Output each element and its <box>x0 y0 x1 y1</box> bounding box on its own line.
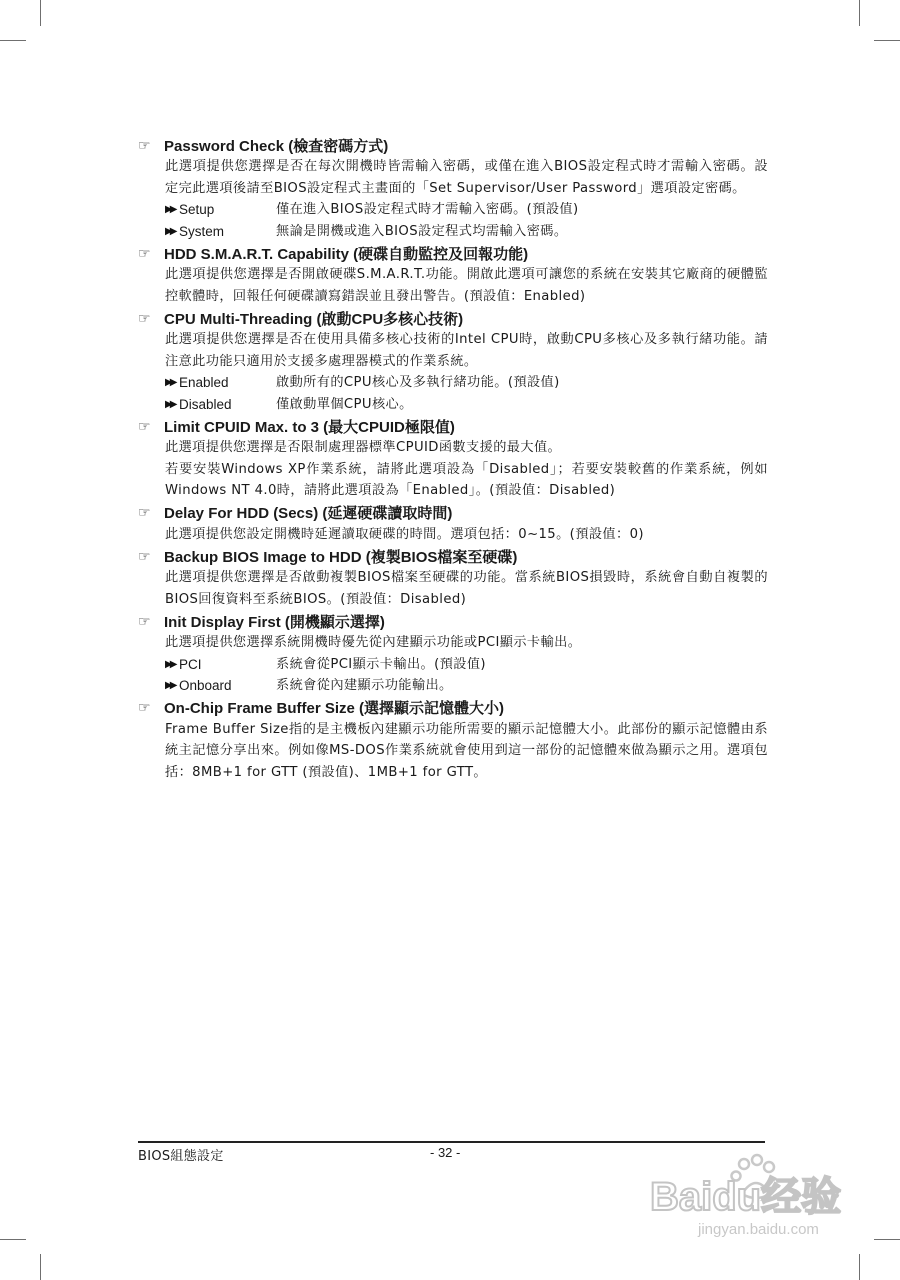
double-arrow-icon: ▶▶ <box>165 377 175 388</box>
option-name: System <box>179 223 225 239</box>
section-heading <box>138 134 768 156</box>
crop-mark <box>0 40 26 41</box>
section-title: CPU Multi-Threading (啟動CPU多核心技術) <box>164 310 464 328</box>
section-heading <box>138 502 768 524</box>
footer-rule <box>138 1141 765 1143</box>
footer-chapter: BIOS組態設定 <box>138 1149 224 1164</box>
option-name: Disabled <box>179 396 232 412</box>
section-body <box>165 329 768 372</box>
paragraph: 此選項提供您選擇是否啟動複製BIOS檔案至硬碟的功能。當系統BIOS損毀時，系統會自動自複製的BIOS回復資料至系統BIOS。(預設值：Disabled) <box>165 570 768 607</box>
section-title: Password Check (檢查密碼方式) <box>164 137 389 155</box>
option-description: 系統會從內建顯示功能輸出。 <box>276 678 453 693</box>
option-row <box>165 221 768 243</box>
option-description: 啟動所有的CPU核心及多執行緒功能。(預設值) <box>276 375 560 390</box>
pointing-hand-icon: ☞ <box>138 417 151 434</box>
double-arrow-icon: ▶▶ <box>165 658 175 670</box>
double-arrow-icon: ▶▶ <box>165 204 175 215</box>
section-title: HDD S.M.A.R.T. Capability (硬碟自動監控及回報功能) <box>164 245 529 263</box>
watermark-url: jingyan.baidu.com <box>698 1221 819 1238</box>
paragraph: Frame Buffer Size指的是主機板內建顯示功能所需要的顯示記憶體大小。此部份的顯示記憶體由系統主記憶分享出來。例如像MS-DOS作業系統就會使用到這一部份的記憶體來做為顯示之用。選項包括：8MB+1 for GTT (預設值)、1MB+1 for GTT。 <box>165 721 768 780</box>
paragraph: 若要安裝Windows XP作業系統，請將此選項設為「Disabled」；若要安裝較舊的作業系統，例如Windows NT 4.0時，請將此選項設為「Enabled」。(預設值：Disabled) <box>165 461 768 498</box>
crop-mark <box>859 0 860 26</box>
option-row <box>165 372 768 394</box>
section <box>138 134 768 242</box>
option-name: Enabled <box>179 375 229 390</box>
paragraph: 此選項提供您選擇系統開機時優先從內建顯示功能或PCI顯示卡輸出。 <box>165 635 582 650</box>
section-body <box>165 437 768 502</box>
section-heading <box>138 545 768 567</box>
pointing-hand-icon: ☞ <box>138 136 151 153</box>
section-title: Backup BIOS Image to HDD (複製BIOS檔案至硬碟) <box>164 548 518 566</box>
section-body <box>165 719 768 784</box>
section <box>138 610 768 697</box>
section-title: Limit CPUID Max. to 3 (最大CPUID極限值) <box>164 418 455 436</box>
paragraph: 此選項提供您選擇是否開啟硬碟S.M.A.R.T.功能。開啟此選項可讓您的系統在安裝其它廠商的硬體監控軟體時，回報任何硬碟讀寫錯誤並且發出警告。(預設值：Enabled) <box>165 267 768 304</box>
section-body <box>165 524 768 546</box>
section <box>138 502 768 546</box>
paragraph: 此選項提供您選擇是否限制處理器標準CPUID函數支援的最大值。 <box>165 440 562 455</box>
section-heading <box>138 307 768 329</box>
section-list <box>138 134 768 783</box>
pointing-hand-icon: ☞ <box>138 504 151 520</box>
option-description: 僅啟動單個CPU核心。 <box>276 396 413 412</box>
section-title: On-Chip Frame Buffer Size (選擇顯示記憶體大小) <box>164 700 505 717</box>
pointing-hand-icon: ☞ <box>138 699 151 715</box>
section-heading <box>138 697 768 719</box>
option-row <box>165 394 768 416</box>
section-body <box>165 156 768 199</box>
crop-mark <box>40 0 41 26</box>
option-row <box>165 654 768 676</box>
pointing-hand-icon: ☞ <box>138 309 151 326</box>
paragraph: 此選項提供您選擇是否在每次開機時皆需輸入密碼，或僅在進入BIOS設定程式時才需輸入密碼。設定完此選項後請至BIOS設定程式主畫面的「Set Supervisor/User Password」選項設定密碼。 <box>165 159 768 196</box>
watermark-logo: Baidu经验 <box>650 1175 842 1219</box>
section <box>138 415 768 502</box>
section <box>138 697 768 784</box>
page-content <box>138 134 768 783</box>
section-heading <box>138 610 768 632</box>
crop-mark <box>859 1254 860 1280</box>
pointing-hand-icon: ☞ <box>138 612 151 629</box>
section-title: Init Display First (開機顯示選擇) <box>164 613 385 631</box>
baidu-jingyan-watermark <box>640 1150 870 1240</box>
section <box>138 242 768 307</box>
option-row <box>165 199 768 221</box>
option-name: Setup <box>179 202 215 217</box>
double-arrow-icon: ▶▶ <box>165 398 175 410</box>
crop-mark <box>874 40 900 41</box>
paragraph: 此選項提供您選擇是否在使用具備多核心技術的Intel CPU時，啟動CPU多核心及多執行緒功能。請注意此功能只適用於支援多處理器模式的作業系統。 <box>165 332 768 369</box>
crop-mark <box>40 1254 41 1280</box>
section-body <box>165 632 768 654</box>
section <box>138 307 768 415</box>
section-heading <box>138 415 768 437</box>
pointing-hand-icon: ☞ <box>138 547 151 564</box>
crop-mark <box>0 1239 26 1240</box>
section-heading <box>138 242 768 264</box>
paragraph: 此選項提供您設定開機時延遲讀取硬碟的時間。選項包括：0~15。(預設值：0) <box>165 526 644 542</box>
option-name: Onboard <box>179 678 232 693</box>
section <box>138 545 768 610</box>
option-description: 僅在進入BIOS設定程式時才需輸入密碼。(預設值) <box>276 202 579 217</box>
section-body <box>165 567 768 610</box>
double-arrow-icon: ▶▶ <box>165 225 175 237</box>
page-number: - 32 - <box>430 1145 461 1160</box>
section-title: Delay For HDD (Secs) (延遲硬碟讀取時間) <box>164 505 453 522</box>
option-row <box>165 675 768 697</box>
option-description: 無論是開機或進入BIOS設定程式均需輸入密碼。 <box>276 223 568 239</box>
pointing-hand-icon: ☞ <box>138 244 151 261</box>
option-description: 系統會從PCI顯示卡輸出。(預設值) <box>276 656 486 672</box>
crop-mark <box>874 1239 900 1240</box>
option-name: PCI <box>179 656 202 672</box>
double-arrow-icon: ▶▶ <box>165 680 175 691</box>
section-body <box>165 264 768 307</box>
